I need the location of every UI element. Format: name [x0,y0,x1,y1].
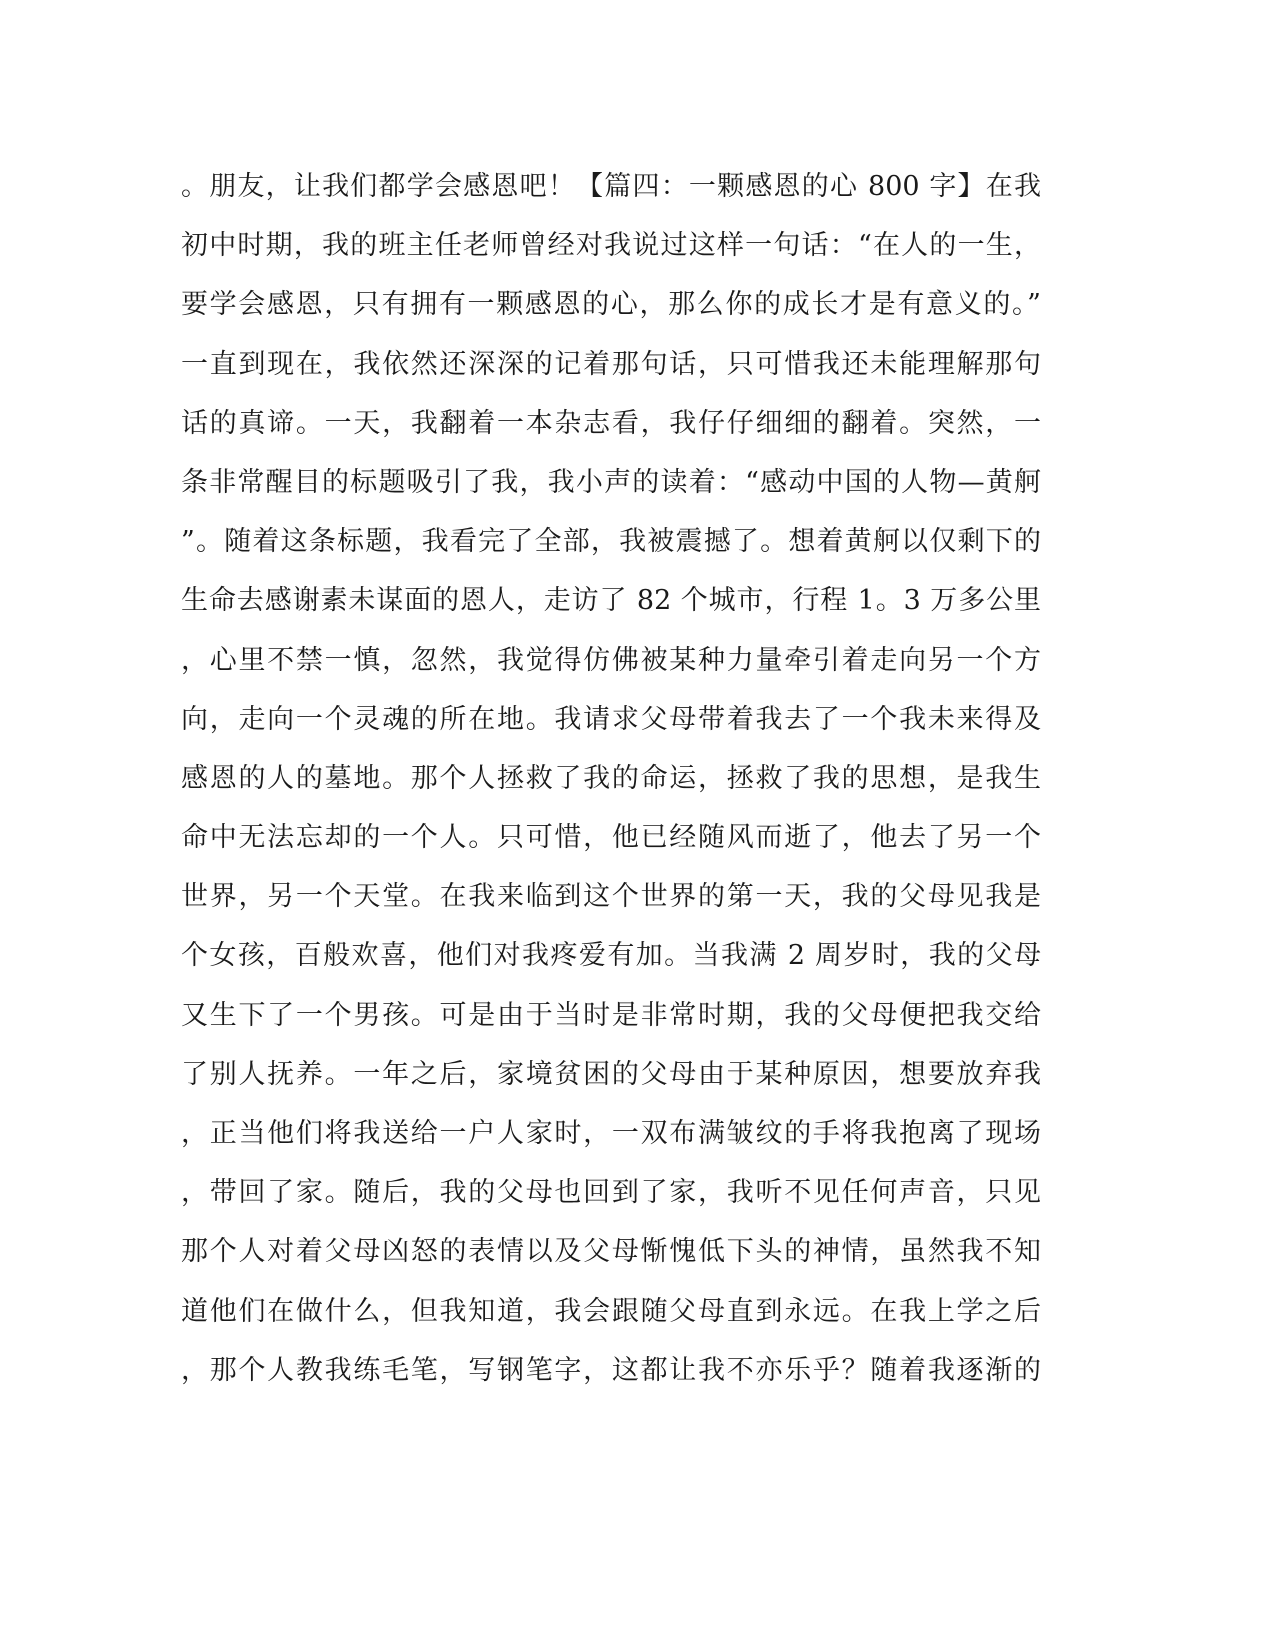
text-line: 一直到现在，我依然还深深的记着那句话，只可惜我还未能理解那句 [181,348,1041,380]
text-line: ，带回了家。随后，我的父母也回到了家，我听不见任何声音，只见 [181,1177,1041,1209]
text-line: ”。随着这条标题，我看完了全部，我被震撼了。想着黄舸以仅剩下的 [181,526,1041,558]
text-line: 命中无法忘却的一个人。只可惜，他已经随风而逝了，他去了另一个 [181,822,1041,854]
text-line: 那个人对着父母凶怒的表情以及父母惭愧低下头的神情，虽然我不知 [181,1236,1041,1268]
text-line: 世界，另一个天堂。在我来临到这个世界的第一天，我的父母见我是 [181,881,1041,913]
text-line: 向，走向一个灵魂的所在地。我请求父母带着我去了一个我未来得及 [181,703,1041,735]
text-line: 感恩的人的墓地。那个人拯救了我的命运，拯救了我的思想，是我生 [181,762,1041,794]
text-line: ，那个人教我练毛笔，写钢笔字，这都让我不亦乐乎？随着我逐渐的 [181,1354,1041,1386]
text-line: ，心里不禁一慎，忽然，我觉得仿佛被某种力量牵引着走向另一个方 [181,644,1041,676]
text-line: 。朋友，让我们都学会感恩吧！【篇四：一颗感恩的心 800 字】在我 [181,171,1041,202]
text-line: 要学会感恩，只有拥有一颗感恩的心，那么你的成长才是有意义的。” [181,289,1041,321]
text-line: ，正当他们将我送给一户人家时，一双布满皱纹的手将我抱离了现场 [181,1118,1041,1149]
text-line: 道他们在做什么，但我知道，我会跟随父母直到永远。在我上学之后 [181,1295,1041,1327]
text-line: 又生下了一个男孩。可是由于当时是非常时期，我的父母便把我交给 [181,999,1041,1031]
text-line: 生命去感谢素未谋面的恩人，走访了 82 个城市，行程 1。3 万多公里 [181,585,1041,617]
body-text [181,157,1041,1400]
text-line: 了别人抚养。一年之后，家境贫困的父母由于某种原因，想要放弃我 [181,1058,1041,1090]
text-line: 个女孩，百般欢喜，他们对我疼爱有加。当我满 2 周岁时，我的父母 [181,940,1041,972]
text-line: 初中时期，我的班主任老师曾经对我说过这样一句话：“在人的一生， [181,230,1041,262]
text-line: 条非常醒目的标题吸引了我，我小声的读着：“感动中国的人物—黄舸 [181,466,1041,498]
text-line: 话的真谛。一天，我翻着一本杂志看，我仔仔细细的翻着。突然，一 [181,407,1041,439]
